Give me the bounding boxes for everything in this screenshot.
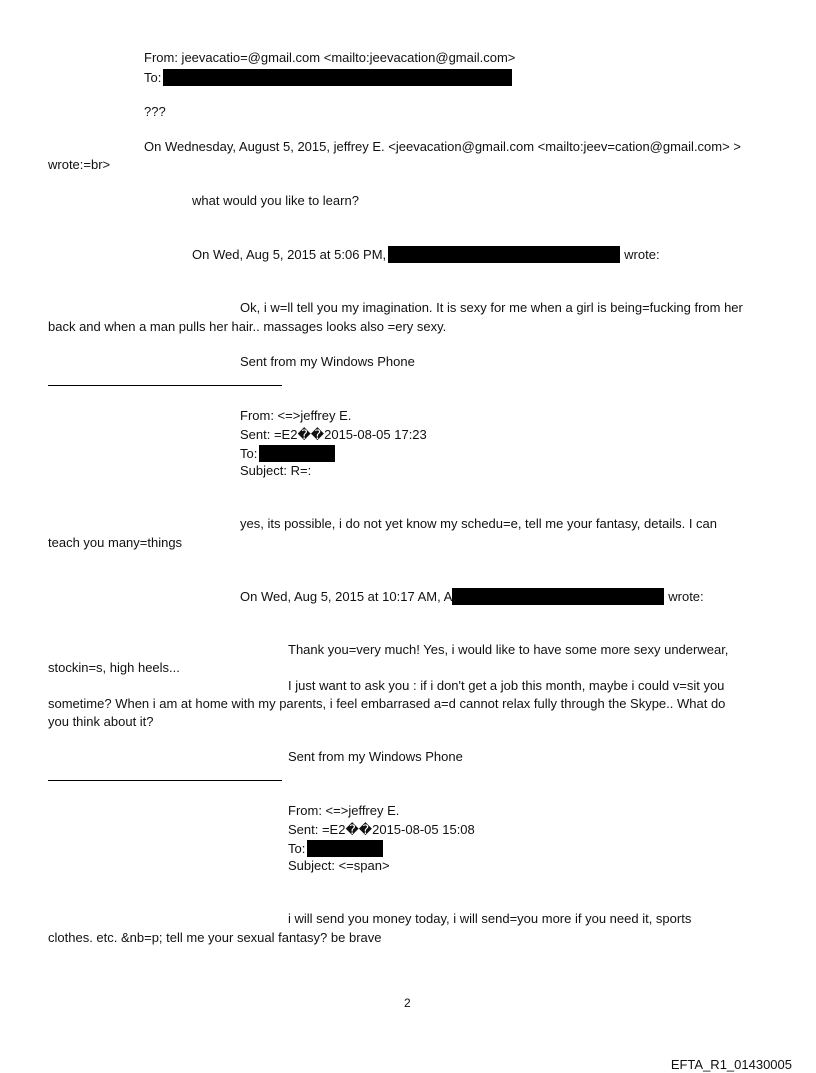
attribution-suffix: wrote: <box>624 247 660 262</box>
email-to-line <box>288 840 383 857</box>
document-id: EFTA_R1_01430005 <box>670 1057 792 1072</box>
email-to-line <box>240 445 335 462</box>
signature: Sent from my Windows Phone <box>240 354 415 369</box>
message-line: I just want to ask you : if i don't get a job this month, maybe i could v=sit you <box>288 678 725 693</box>
email-from-line: From: <=>jeffrey E. <box>240 408 352 423</box>
quote-attribution <box>192 246 660 263</box>
page-number: 2 <box>404 996 411 1010</box>
message-line: Thank you=very much! Yes, i would like to have some more sexy underwear, <box>288 642 729 657</box>
message-line: Ok, i w=ll tell you my imagination. It is sexy for me when a girl is being=fucking from her <box>240 300 743 315</box>
message-line: you think about it? <box>48 714 154 729</box>
quote-intro-continuation: wrote:=br> <box>48 157 111 172</box>
question-marks: ??? <box>144 104 166 119</box>
separator-rule <box>48 385 282 386</box>
email-from-line: From: jeevacatio=@gmail.com <mailto:jeevacation@gmail.com> <box>144 50 516 65</box>
reply-text: what would you like to learn? <box>192 193 359 208</box>
message-line: back and when a man pulls her hair.. massages looks also =ery sexy. <box>48 319 447 334</box>
attribution-prefix: On Wed, Aug 5, 2015 at 5:06 PM, <box>192 247 387 262</box>
message-line: i will send you money today, i will send=you more if you need it, sports <box>288 911 692 926</box>
message-line: teach you many=things <box>48 535 183 550</box>
email-sent-line: Sent: =E2��2015-08-05 17:23 <box>240 427 427 442</box>
to-label: To: <box>240 446 258 461</box>
quote-attribution <box>240 588 704 605</box>
signature: Sent from my Windows Phone <box>288 749 463 764</box>
redaction-bar <box>452 588 664 605</box>
separator-rule <box>48 780 282 781</box>
email-subject-line: Subject: <=span> <box>288 858 390 873</box>
message-line: clothes. etc. &nb=p; tell me your sexual fantasy? be brave <box>48 930 382 945</box>
quote-intro-line: On Wednesday, August 5, 2015, jeffrey E. <jeevacation@gmail.com <mailto:jeev=cation@gmail.com> > <box>144 139 741 154</box>
message-line: sometime? When i am at home with my parents, i feel embarrased a=d cannot relax fully through the Skype.. What do <box>48 696 726 711</box>
redaction-bar <box>163 69 512 86</box>
redaction-bar <box>259 445 335 462</box>
message-line: yes, its possible, i do not yet know my schedu=e, tell me your fantasy, details. I can <box>240 516 718 531</box>
to-label: To: <box>144 70 162 85</box>
to-label: To: <box>288 841 306 856</box>
email-from-line: From: <=>jeffrey E. <box>288 803 400 818</box>
attribution-suffix: wrote: <box>668 589 704 604</box>
email-sent-line: Sent: =E2��2015-08-05 15:08 <box>288 822 475 837</box>
redaction-bar <box>307 840 383 857</box>
attribution-prefix: On Wed, Aug 5, 2015 at 10:17 AM, A <box>240 589 453 604</box>
email-subject-line: Subject: R=: <box>240 463 312 478</box>
redaction-bar <box>388 246 620 263</box>
message-line: stockin=s, high heels... <box>48 660 180 675</box>
email-to-line <box>144 69 512 86</box>
